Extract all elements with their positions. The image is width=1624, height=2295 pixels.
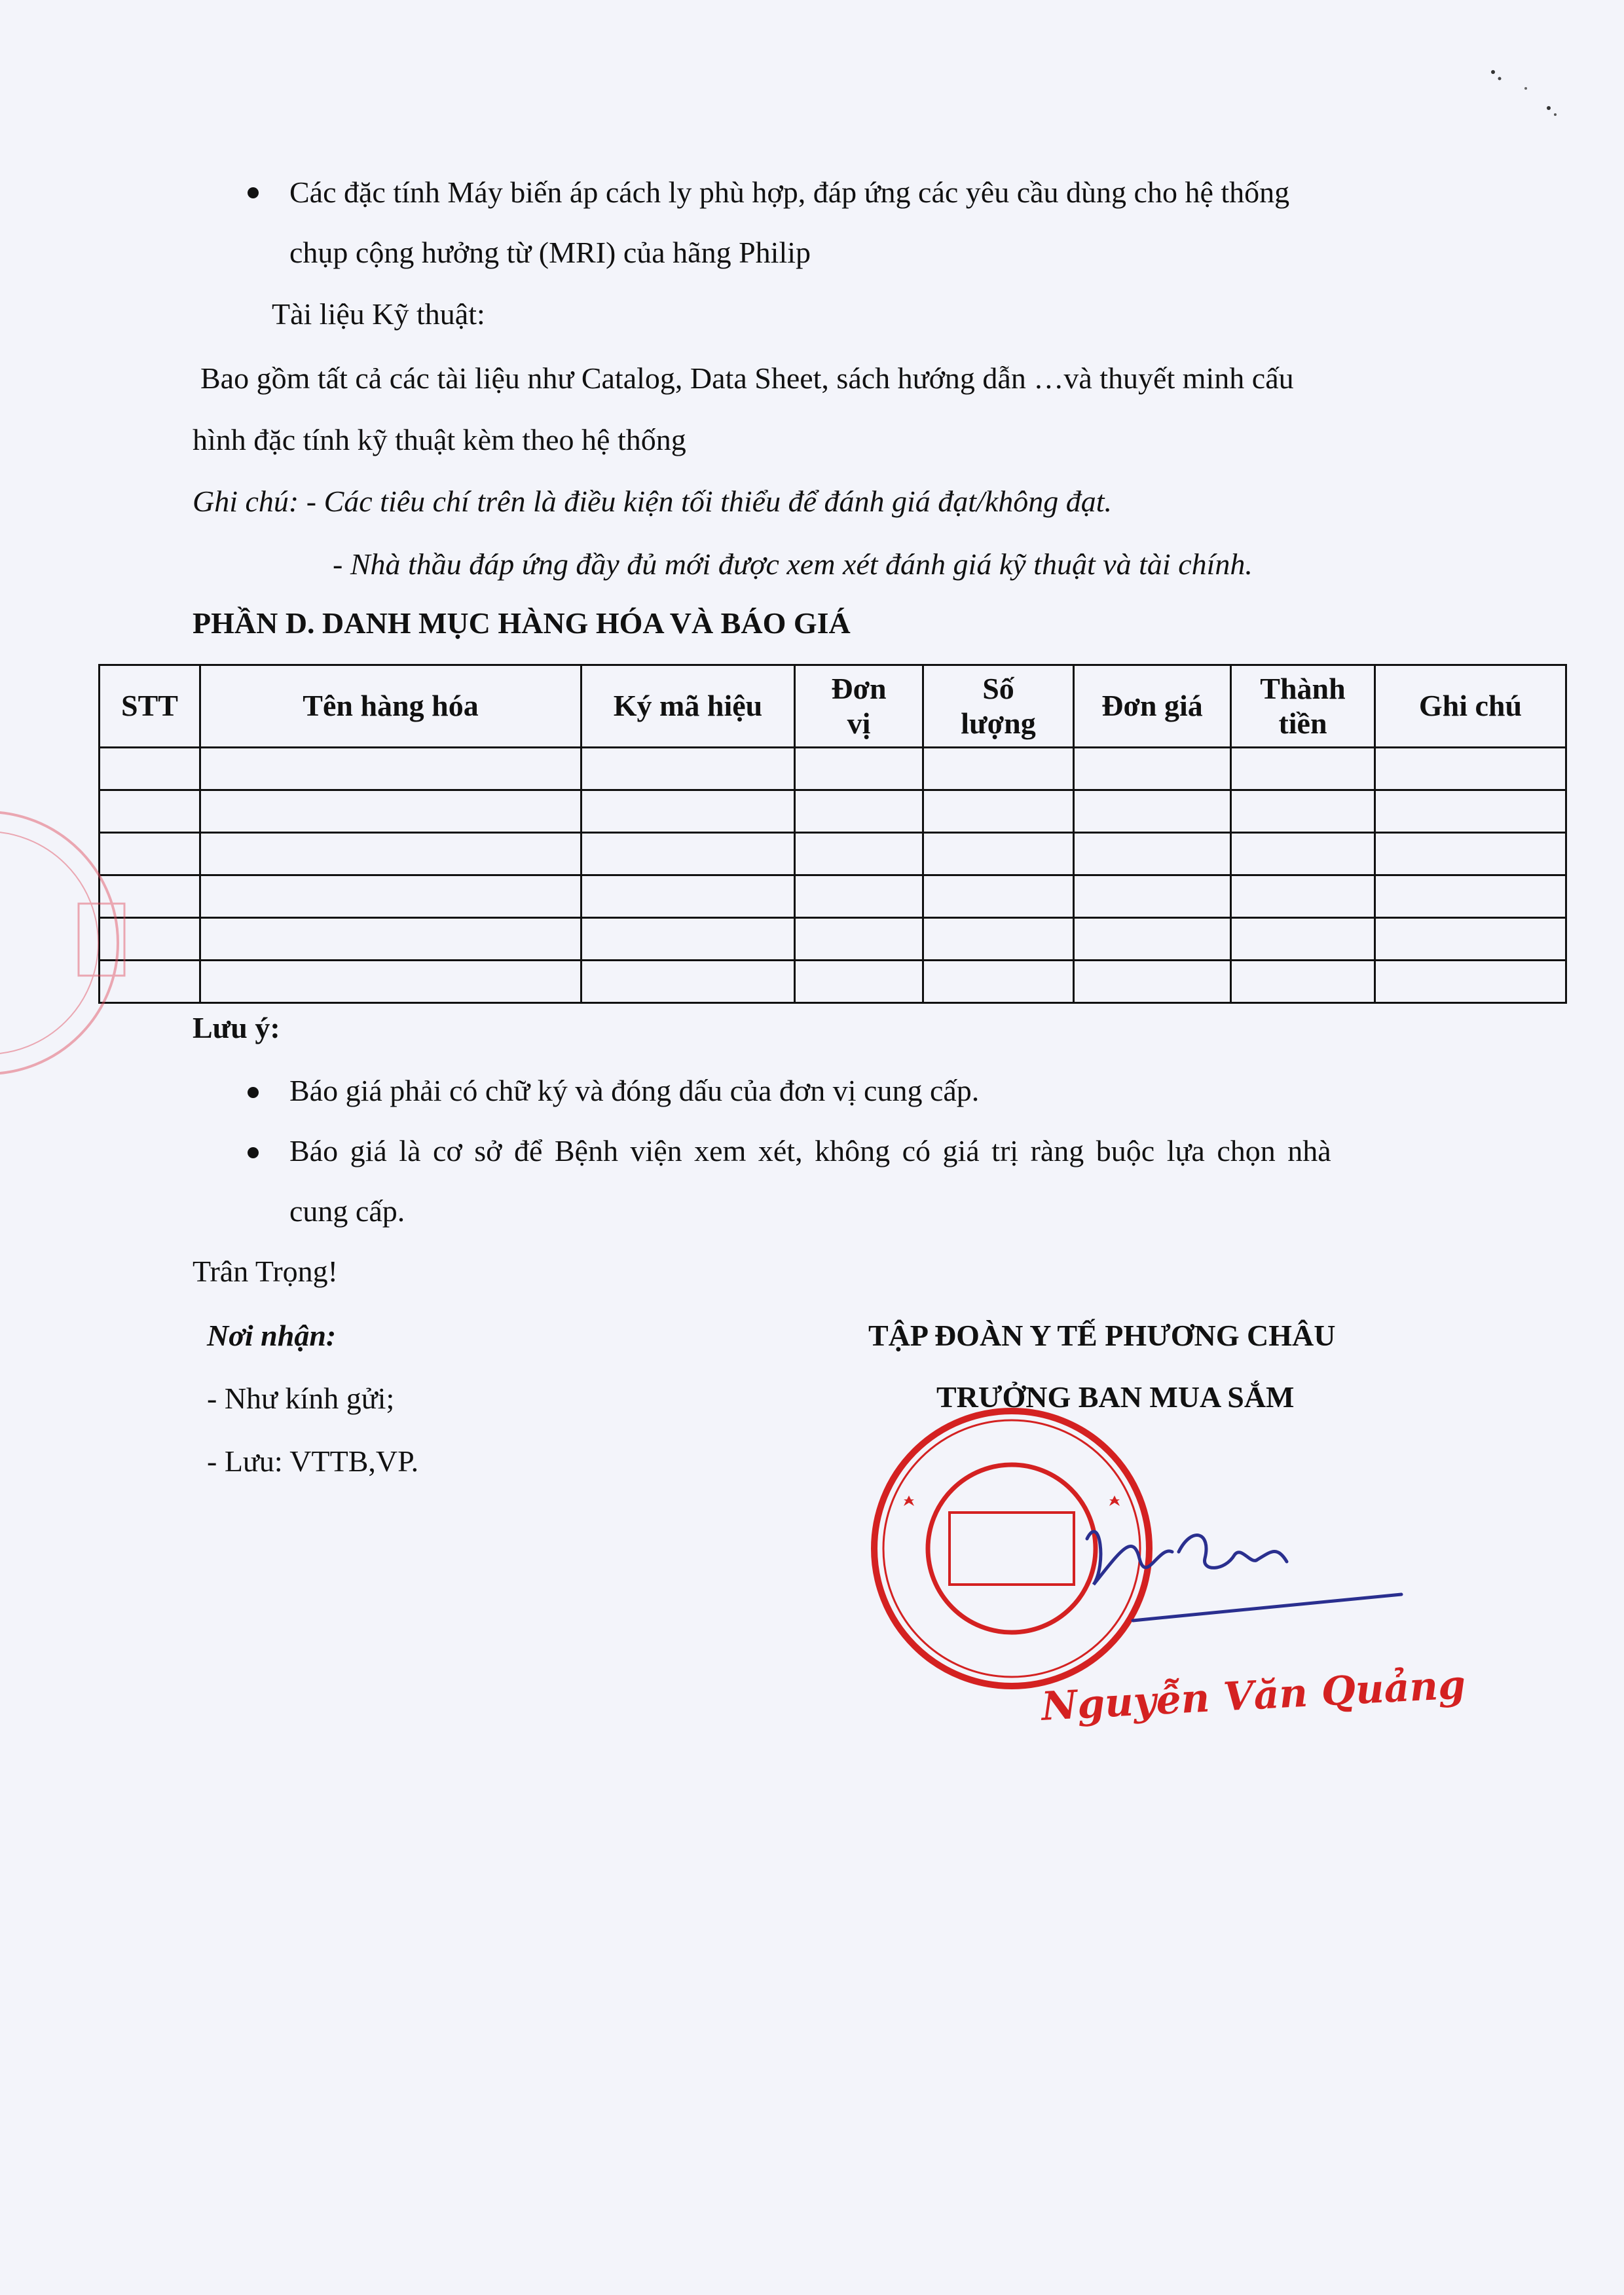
scan-specks	[1473, 62, 1565, 128]
table-row	[100, 961, 1566, 1003]
section-d-title: PHẦN D. DANH MỤC HÀNG HÓA VÀ BÁO GIÁ	[193, 606, 851, 640]
attention-item-2-line2: cung cấp.	[289, 1194, 405, 1228]
goods-table-header	[100, 665, 1566, 748]
table-row	[100, 833, 1566, 875]
col-thanh-tien: Thành tiền	[1231, 665, 1375, 748]
col-don-vi: Đơn vị	[795, 665, 923, 748]
col-ten-hang-hoa: Tên hàng hóa	[200, 665, 581, 748]
bullet-icon	[248, 187, 259, 198]
tech-docs-line2: hình đặc tính kỹ thuật kèm theo hệ thống	[193, 423, 686, 456]
table-row	[100, 790, 1566, 833]
notes-item-2: - Nhà thầu đáp ứng đầy đủ mới được xem xét đánh giá kỹ thuật và tài chính.	[333, 547, 1253, 581]
bullet-icon	[248, 1087, 259, 1098]
recipients-item-1: - Như kính gửi;	[207, 1382, 395, 1415]
recipients-item-2: - Lưu: VTTB,VP.	[207, 1444, 419, 1478]
col-ghi-chu: Ghi chú	[1375, 665, 1566, 748]
col-don-gia: Đơn giá	[1074, 665, 1231, 748]
goods-table	[98, 664, 1567, 1004]
bullet-icon	[248, 1147, 259, 1158]
faint-seal-edge	[0, 805, 144, 1080]
notes-item-1: - Các tiêu chí trên là điều kiện tối thiểu để đánh giá đạt/không đạt.	[306, 485, 1113, 518]
col-stt: STT	[100, 665, 200, 748]
table-row	[100, 918, 1566, 961]
signer-name: Nguyễn Văn Quảng	[1040, 1662, 1467, 1730]
recipients-label: Nơi nhận:	[207, 1319, 337, 1352]
col-ky-ma-hieu: Ký mã hiệu	[581, 665, 795, 748]
signature-title: TRƯỞNG BAN MUA SẮM	[936, 1380, 1295, 1414]
signature-org: TẬP ĐOÀN Y TẾ PHƯƠNG CHÂU	[868, 1319, 1336, 1352]
bullet-text-line2: chụp cộng hưởng từ (MRI) của hãng Philip	[289, 236, 811, 269]
handwritten-signature	[1061, 1486, 1428, 1643]
bullet-text-line1: Các đặc tính Máy biến áp cách ly phù hợp, đáp ứng các yêu cầu dùng cho hệ thống	[289, 175, 1290, 209]
notes-line1	[193, 483, 1112, 519]
attention-label: Lưu ý:	[193, 1011, 280, 1044]
attention-item-2-line1: Báo giá là cơ sở để Bệnh viện xem xét, không có giá trị ràng buộc lựa chọn nhà	[289, 1134, 1331, 1167]
attention-item-1: Báo giá phải có chữ ký và đóng dấu của đơn vị cung cấp.	[289, 1074, 980, 1107]
table-row	[100, 875, 1566, 918]
table-row	[100, 748, 1566, 790]
closing-text: Trân Trọng!	[193, 1255, 339, 1288]
tech-docs-heading: Tài liệu Kỹ thuật:	[272, 297, 485, 331]
tech-docs-line1: Bao gồm tất cả các tài liệu như Catalog, Data Sheet, sách hướng dẫn …và thuyết minh cấu	[200, 361, 1294, 395]
col-so-luong: Số lượng	[923, 665, 1074, 748]
notes-label: Ghi chú:	[193, 485, 299, 518]
